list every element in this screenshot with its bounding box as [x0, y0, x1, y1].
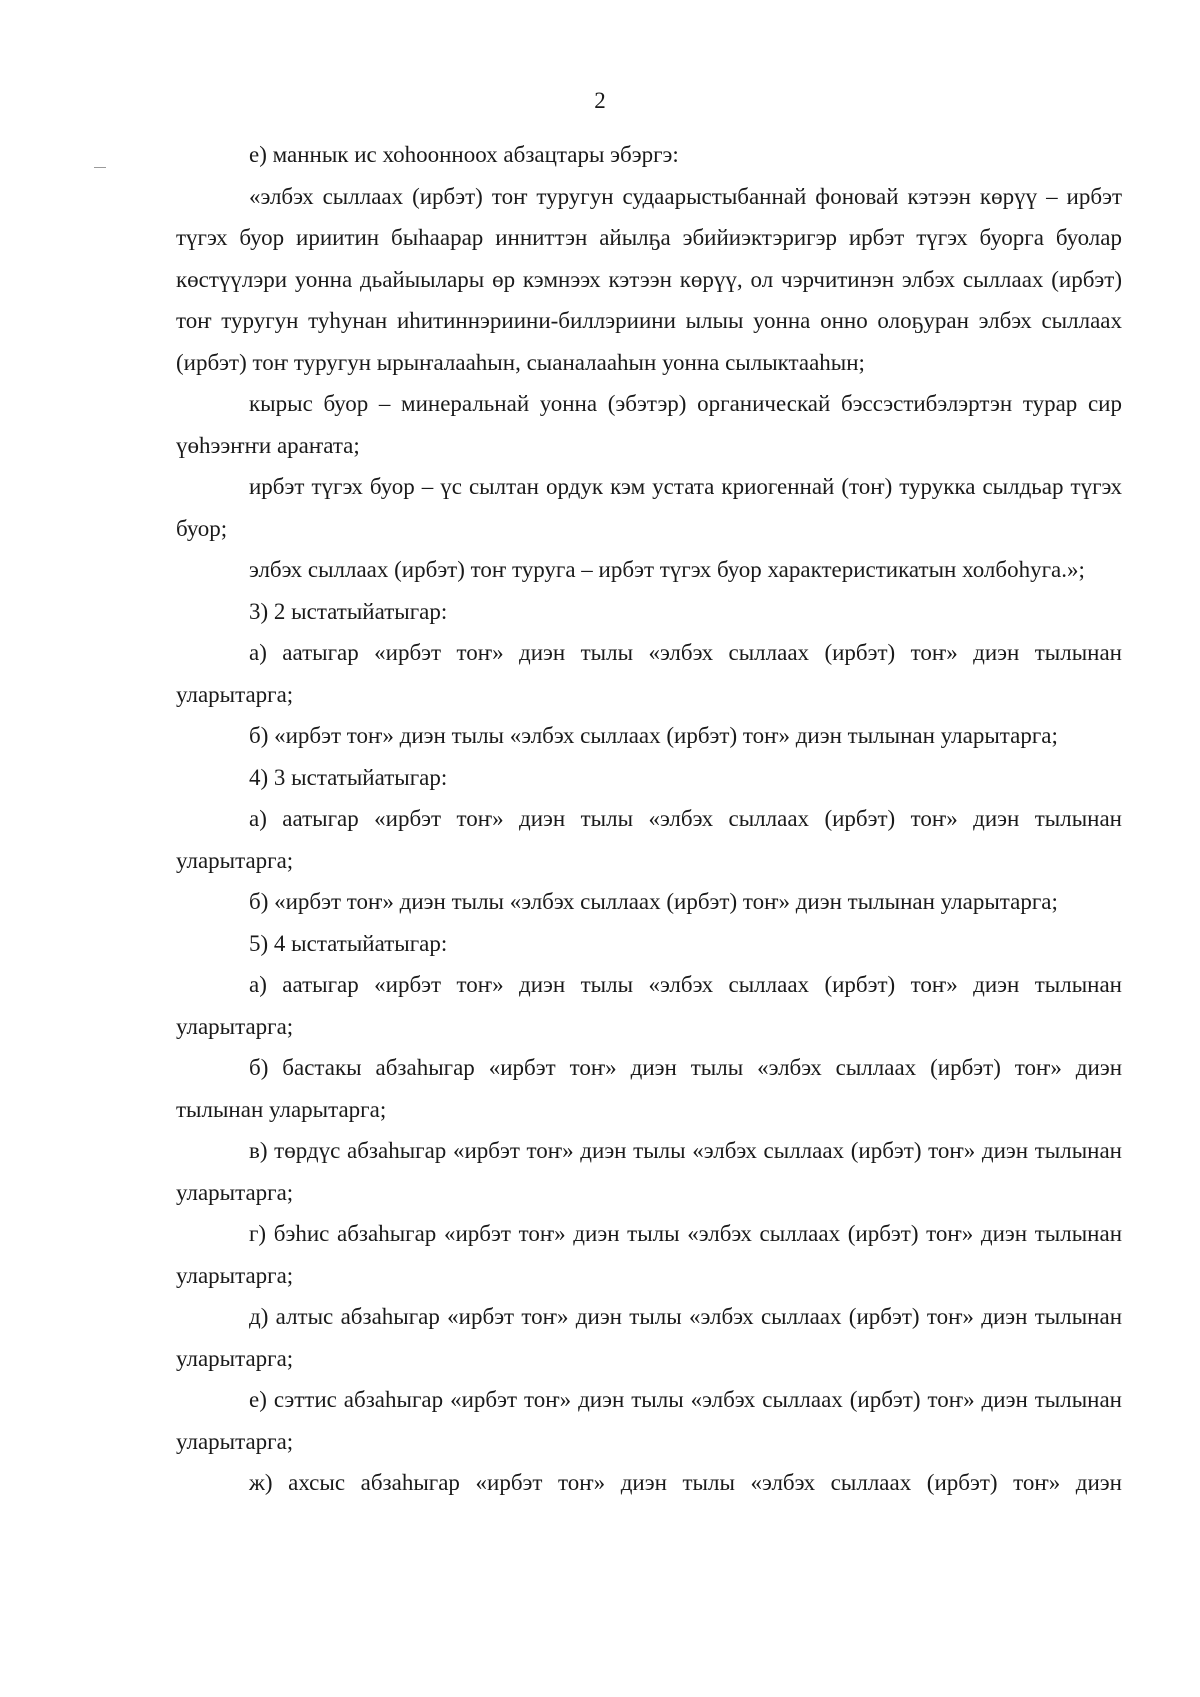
paragraph: а) аатыгар «ирбэт тоҥ» диэн тылы «элбэх сыллаах (ирбэт) тоҥ» диэн тылынан уларытарга; [176, 806, 1122, 873]
paragraph: б) бастакы абзаhыгар «ирбэт тоҥ» диэн тылы «элбэх сыллаах (ирбэт) тоҥ» диэн тылынан уларытарга; [176, 1055, 1122, 1122]
page-number: 2 [594, 88, 606, 113]
paragraph: кырыс буор – минеральнай уонна (эбэтэр) органическай бэссэстибэлэртэн турар сир үөhээҥҥи араҥата; [176, 391, 1122, 458]
margin-mark [94, 167, 106, 168]
paragraph: б) «ирбэт тоҥ» диэн тылы «элбэх сыллаах (ирбэт) тоҥ» диэн тылынан уларытарга; [249, 723, 1058, 748]
paragraph: а) аатыгар «ирбэт тоҥ» диэн тылы «элбэх сыллаах (ирбэт) тоҥ» диэн тылынан уларытарга; [176, 972, 1122, 1039]
paragraph: г) бэhис абзаhыгар «ирбэт тоҥ» диэн тылы «элбэх сыллаах (ирбэт) тоҥ» диэн тылынан уларытарга; [176, 1221, 1122, 1288]
paragraph: 3) 2 ыстатыйатыгар: [249, 598, 448, 624]
paragraph: а) аатыгар «ирбэт тоҥ» диэн тылы «элбэх сыллаах (ирбэт) тоҥ» диэн тылынан уларытарга; [176, 640, 1122, 707]
paragraph: в) төрдүс абзаhыгар «ирбэт тоҥ» диэн тылы «элбэх сыллаах (ирбэт) тоҥ» диэн тылынан уларытарга; [176, 1138, 1122, 1205]
paragraph: 4) 3 ыстатыйатыгар: [249, 764, 448, 790]
paragraph: е) сэттис абзаhыгар «ирбэт тоҥ» диэн тылы «элбэх сыллаах (ирбэт) тоҥ» диэн тылынан уларытарга; [176, 1387, 1122, 1454]
paragraph: б) «ирбэт тоҥ» диэн тылы «элбэх сыллаах (ирбэт) тоҥ» диэн тылынан уларытарга; [249, 889, 1058, 914]
paragraph: 5) 4 ыстатыйатыгар: [249, 930, 448, 956]
paragraph: «элбэх сыллаах (ирбэт) тоҥ туругун судаарыстыбаннай фоновай кэтээн көрүү – ирбэт түгэх буор ириитин быhаарар инниттэн айылҕа эбийиэктэригэр ирбэт түгэх буорга буолар көстүүлэри уонна дьайыылары өр кэмнээх кэтээн көрүү, ол чэрчитинэн элбэх сыллаах (ирбэт) тоҥ туругун туhунан иhитиннэриини-биллэриини ылыы уонна онно олоҕуран элбэх сыллаах (ирбэт) тоҥ туругун ырыҥалааhын, сыаналааhын уонна сылыктааhын; [176, 183, 1122, 375]
paragraph: е) маннык ис хоhоонноох абзацтары эбэргэ: [249, 142, 679, 167]
paragraph: д) алтыс абзаhыгар «ирбэт тоҥ» диэн тылы «элбэх сыллаах (ирбэт) тоҥ» диэн тылынан уларытарга; [176, 1304, 1122, 1371]
document-body [176, 134, 1122, 1504]
paragraph: элбэх сыллаах (ирбэт) тоҥ туруга – ирбэт түгэх буор характеристикатын холбоhуга.»; [249, 557, 1085, 582]
paragraph: ж) ахсыс абзаhыгар «ирбэт тоҥ» диэн тылы «элбэх сыллаах (ирбэт) тоҥ» диэн [249, 1470, 1122, 1495]
paragraph: ирбэт түгэх буор – үс сылтан ордук кэм устата криогеннай (тоҥ) турукка сылдьар түгэх буор; [176, 474, 1122, 541]
